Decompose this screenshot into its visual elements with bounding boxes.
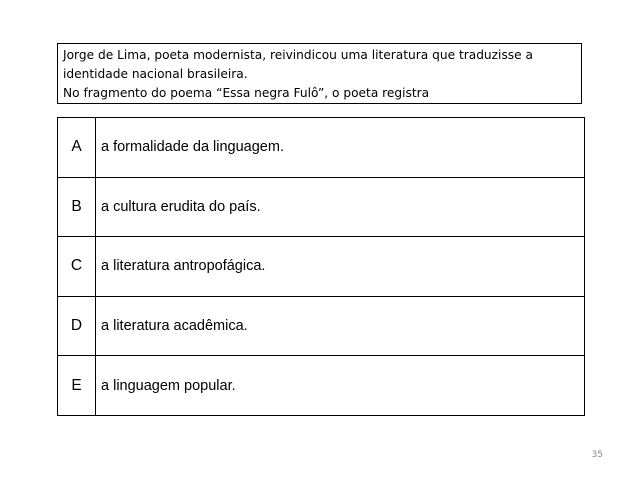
option-letter[interactable]: B: [58, 177, 96, 237]
option-letter[interactable]: D: [58, 296, 96, 356]
option-text[interactable]: a literatura antropofágica.: [96, 237, 585, 297]
answer-options-table: [57, 117, 585, 416]
question-line-1: Jorge de Lima, poeta modernista, reivindicou uma literatura que traduzisse a: [63, 48, 533, 62]
option-letter[interactable]: C: [58, 237, 96, 297]
question-line-3: No fragmento do poema “Essa negra Fulô”, o poeta registra: [63, 86, 430, 100]
option-text[interactable]: a formalidade da linguagem.: [96, 118, 585, 178]
question-line-2: identidade nacional brasileira.: [63, 67, 248, 81]
option-row-b[interactable]: [58, 177, 585, 237]
option-letter[interactable]: A: [58, 118, 96, 178]
option-text[interactable]: a linguagem popular.: [96, 356, 585, 416]
question-stem: [57, 43, 582, 104]
option-row-c[interactable]: [58, 237, 585, 297]
option-row-e[interactable]: [58, 356, 585, 416]
option-text[interactable]: a cultura erudita do país.: [96, 177, 585, 237]
option-row-a[interactable]: [58, 118, 585, 178]
option-row-d[interactable]: [58, 296, 585, 356]
page-number: 35: [591, 450, 603, 460]
option-letter[interactable]: E: [58, 356, 96, 416]
option-text[interactable]: a literatura acadêmica.: [96, 296, 585, 356]
